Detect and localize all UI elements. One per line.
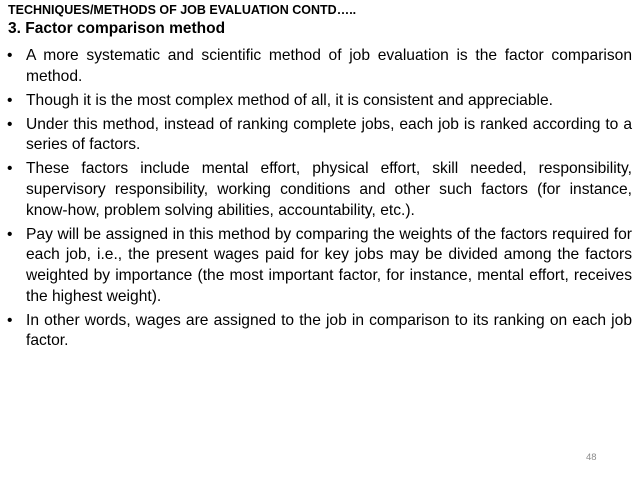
bullet-item bbox=[6, 46, 632, 87]
header-title: TECHNIQUES/METHODS OF JOB EVALUATION CONTD….. bbox=[8, 3, 357, 17]
bullet-text: Though it is the most complex method of all, it is consistent and appreciable. bbox=[26, 91, 553, 109]
bullet-text: In other words, wages are assigned to the job in comparison to its ranking on each job factor. bbox=[26, 311, 632, 350]
bullet-dot-icon: • bbox=[7, 47, 13, 64]
bullet-text: A more systematic and scientific method of job evaluation is the factor comparison method. bbox=[26, 47, 632, 85]
bullet-dot-icon: • bbox=[7, 91, 13, 109]
bullet-dot-icon: • bbox=[7, 160, 13, 178]
bullet-item bbox=[6, 311, 632, 352]
section-heading: 3. Factor comparison method bbox=[8, 20, 226, 37]
bullet-text: Under this method, instead of ranking complete jobs, each job is ranked according to a series of factors. bbox=[26, 115, 632, 154]
bullet-item bbox=[6, 91, 632, 112]
bullet-text: These factors include mental effort, physical effort, skill needed, responsibility, supervisory responsibility, working conditions and other such factors (for instance, know-how, problem solving abilities, accountability, etc.). bbox=[26, 160, 632, 219]
page-number: 48 bbox=[586, 452, 597, 463]
bullet-text: Pay will be assigned in this method by comparing the weights of the factors required for each job, i.e., the present wages paid for key jobs may be divided among the factors weighted by importance (the most important factor, for instance, mental effort, receives the highest weight). bbox=[26, 225, 632, 305]
bullet-dot-icon: • bbox=[7, 225, 13, 243]
bullet-dot-icon: • bbox=[7, 311, 13, 329]
bullet-list bbox=[6, 46, 632, 355]
bullet-item bbox=[6, 159, 632, 221]
bullet-item bbox=[6, 225, 632, 307]
bullet-item bbox=[6, 115, 632, 156]
bullet-dot-icon: • bbox=[7, 115, 13, 133]
